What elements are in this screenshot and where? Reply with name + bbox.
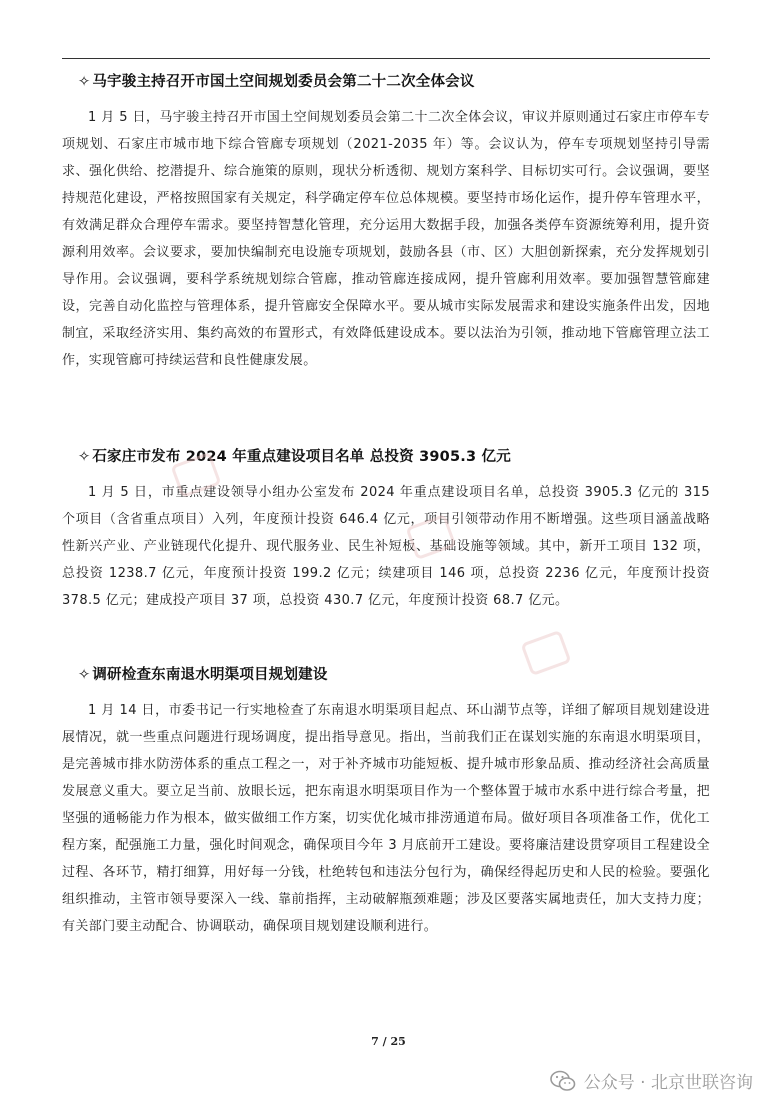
section-heading	[78, 665, 710, 685]
watermark-text: 公众号 · 北京世联咨询	[583, 1073, 753, 1093]
section-body: 1 月 14 日，市委书记一行实地检查了东南退水明渠项目起点、环山湖节点等，详细了解项目规划建设进展情况，就一些重点问题进行现场调度，提出指导意见。指出，当前我们正在谋划实施的东南退水明渠项目，是完善城市排水防涝体系的重点工程之一，对于补齐城市功能短板、提升城市形象品质、推动经济社会高质量发展意义重大。要立足当前、放眼长远，把东南退水明渠项目作为一个整体置于城市水系中进行综合考量，把坚强的通畅能力作为根本，做实做细工作方案，切实优化城市排涝通道布局。做好项目各项准备工作，优化工程方案，配强施工力量，强化时间观念，确保项目今年 3 月底前开工建设。要将廉洁建设贯穿项目工程建设全过程、各环节，精打细算，用好每一分钱，杜绝转包和违法分包行为，确保经得起历史和人民的检验。要强化组织推动，主管市领导要深入一线、靠前指挥，主动破解瓶颈难题；涉及区要落实属地责任，加大支持力度；有关部门要主动配合、协调联动，确保项目规划建设顺利进行。	[62, 703, 710, 934]
section-meeting	[62, 72, 710, 374]
section-inspection	[62, 665, 710, 940]
wechat-watermark	[550, 1068, 753, 1093]
section-title: 马宇骏主持召开市国土空间规划委员会第二十二次全体会议	[92, 74, 475, 90]
section-heading	[78, 447, 710, 467]
header-rule	[62, 58, 710, 59]
section-body: 1 月 5 日，市重点建设领导小组办公室发布 2024 年重点建设项目名单，总投资 3905.3 亿元的 315 个项目（含省重点项目）入列，年度预计投资 646.4 亿元，项目引领带动作用不断增强。这些项目涵盖战略性新兴产业、产业链现代化提升、现代服务业、民生补短板、基础设施等领域。其中，新开工项目 132 项，总投资 1238.7 亿元，年度预计投资 199.2 亿元；续建项目 146 项，总投资 2236 亿元，年度预计投资 378.5 亿元；建成投产项目 37 项，总投资 430.7 亿元，年度预计投资 68.7 亿元。	[62, 485, 710, 608]
sparkle-icon: ✧	[78, 449, 91, 465]
sparkle-icon: ✧	[78, 74, 91, 90]
section-heading	[78, 72, 710, 92]
section-projects	[62, 447, 710, 614]
sparkle-icon: ✧	[78, 667, 91, 683]
section-body: 1 月 5 日，马宇骏主持召开市国土空间规划委员会第二十二次全体会议，审议并原则通过石家庄市停车专项规划、石家庄市城市地下综合管廊专项规划（2021-2035 年）等。会议认为，停车专项规划坚持引导需求、强化供给、挖潜提升、综合施策的原则，现状分析透彻、规划方案科学、目标切实可行。会议强调，要坚持规范化建设，严格按照国家有关规定，科学确定停车位总体规模。要坚持市场化运作，提升停车管理水平，有效满足群众合理停车需求。要坚持智慧化管理，充分运用大数据手段，加强各类停车资源统筹利用，提升资源利用效率。会议要求，要加快编制充电设施专项规划，鼓励各县（市、区）大胆创新探索，充分发挥规划引导作用。会议强调，要科学系统规划综合管廊，推动管廊连接成网，提升管廊利用效率。要加强智慧管廊建设，完善自动化监控与管理体系，提升管廊安全保障水平。要从城市实际发展需求和建设实施条件出发，因地制宜，采取经济实用、集约高效的布置形式，有效降低建设成本。要以法治为引领，推动地下管廊管理立法工作，实现管廊可持续运营和良性健康发展。	[62, 110, 710, 368]
section-title: 调研检查东南退水明渠项目规划建设	[92, 667, 328, 683]
wechat-icon	[550, 1070, 576, 1092]
page-number: 7 / 25	[371, 1035, 406, 1048]
section-title: 石家庄市发布 2024 年重点建设项目名单 总投资 3905.3 亿元	[92, 449, 511, 465]
